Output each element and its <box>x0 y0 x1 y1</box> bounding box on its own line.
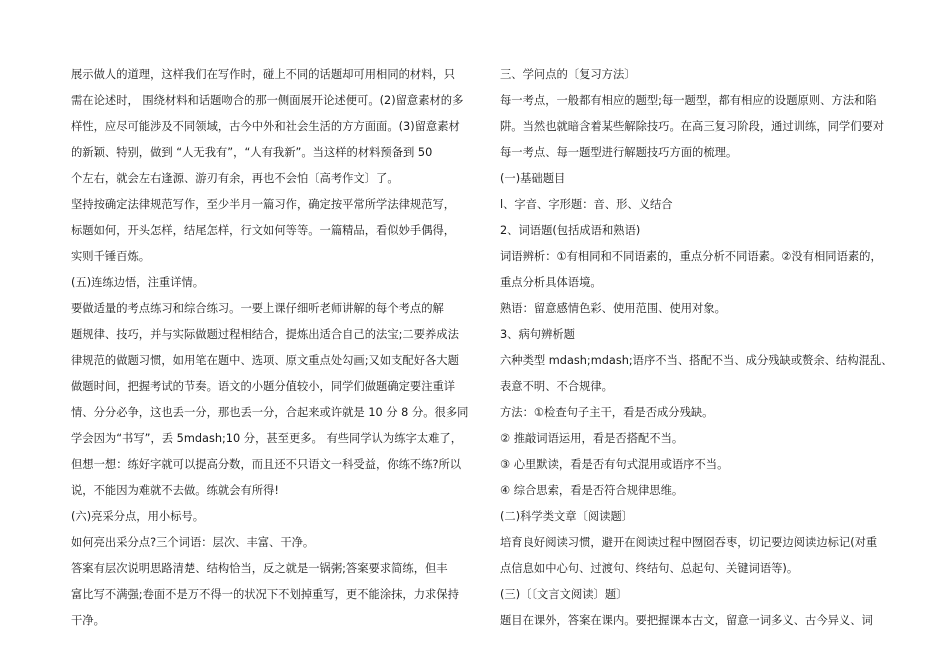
text-line: 干净。 <box>71 614 105 627</box>
text-line: (三)〔〔文言文阅读〕题〕 <box>500 588 628 601</box>
text-line: 每一考点，一般都有相应的题型;每一题型，都有相应的设题原则、方法和陷 <box>500 94 877 107</box>
text-line: 情、分分必争，这也丢一分，那也丢一分，合起来或许就是 10 分 8 分。很多同 <box>71 406 469 419</box>
text-line: 的新颖、特别，做到 “人无我有”，“人有我新”。当这样的材料预备到 50 <box>71 146 433 159</box>
text-line: 如何亮出采分点?三个词语：层次、丰富、干净。 <box>71 536 315 549</box>
text-line: 个左右，就会左右逢源、游刃有余，再也不会怕〔高考作文〕了。 <box>71 172 399 185</box>
text-line: (二)科学类文章〔阅读题〕 <box>500 510 634 523</box>
text-line: 富比写不满强;卷面不是万不得一的状况下不划掉重写，更不能涂抹，力求保持 <box>71 588 459 601</box>
text-line: 要做适量的考点练习和综合练习。一要上课仔细听老师讲解的每个考点的解 <box>71 302 444 315</box>
text-line: ③ 心里默读，看是否有句式混用或语序不当。 <box>500 458 729 471</box>
text-line: 学会因为“书写”，丢 5mdash;10 分，甚至更多。 有些同学认为练字太难了， <box>71 432 463 445</box>
text-line: 做题时间，把握考试的节奏。语文的小题分值较小，同学们做题确定要注重详 <box>71 380 456 393</box>
text-line: ② 推敲词语运用，看是否搭配不当。 <box>500 432 684 445</box>
text-line: 说，不能因为难就不去做。练就会有所得! <box>71 484 279 497</box>
text-line: 每一考点、每一题型进行解题技巧方面的梳理。 <box>500 146 738 159</box>
text-line: 词语辨析：①有相同和不同语素的，重点分析不同语素。②没有相同语素的， <box>500 250 882 263</box>
text-line: 培育良好阅读习惯，避开在阅读过程中囫囵吞枣，切记要边阅读边标记(对重 <box>500 536 878 549</box>
text-line: 展示做人的道理，这样我们在写作时，碰上不同的话题却可用相同的材料，只 <box>71 68 456 81</box>
text-line: 律规范的做题习惯，如用笔在题中、选项、原文重点处勾画;又如支配好各大题 <box>71 354 459 367</box>
text-line: 2、词语题(包括成语和熟语) <box>500 224 641 237</box>
text-line: 样性，应尽可能涉及不同领域，古今中外和社会生活的方方面面。(3)留意素材 <box>71 120 460 133</box>
text-line: 3、病句辨析题 <box>500 328 575 341</box>
text-line: 答案有层次说明思路清楚、结构恰当，反之就是一锅粥;答案要求简练，但丰 <box>71 562 448 575</box>
text-line: 坚持按确定法律规范写作，至少半月一篇习作，确定按平常所学法律规范写， <box>71 198 456 211</box>
text-line: 表意不明、不合规律。 <box>500 380 613 393</box>
text-line: 重点分析具体语境。 <box>500 276 602 289</box>
text-line: l、字音、字形题：音、形、义结合 <box>500 198 673 211</box>
text-line: 方法：①检查句子主干，看是否成分残缺。 <box>500 406 714 419</box>
right-text-column <box>500 62 893 634</box>
text-line: (六)亮采分点，用小标号。 <box>71 510 205 523</box>
text-line: 但想一想：练好字就可以提高分数，而且还不只语文一科受益，你练不练?所以 <box>71 458 462 471</box>
text-line: (一)基础题目 <box>500 172 566 185</box>
text-line: 六种类型 mdash;mdash;语序不当、搭配不当、成分残缺或赘余、结构混乱、 <box>500 354 893 367</box>
text-line: 熟语：留意感情色彩、使用范围、使用对象。 <box>500 302 726 315</box>
text-line: 实则千锤百炼。 <box>71 250 151 263</box>
text-line: (五)连练边悟，注重详情。 <box>71 276 205 289</box>
text-line: ④ 综合思索，看是否符合规律思维。 <box>500 484 684 497</box>
text-line: 题目在课外，答案在课内。要把握课本古文，留意一词多义、古今异义、词 <box>500 614 873 627</box>
text-line: 点信息如中心句、过渡句、终结句、总起句、关键词语等)。 <box>500 562 799 575</box>
text-line: 标题如何，开头怎样，结尾怎样，行文如何等等。一篇精品，看似妙手偶得， <box>71 224 456 237</box>
left-text-column <box>71 62 469 634</box>
text-line: 三、学问点的〔复习方法〕 <box>500 68 636 81</box>
text-line: 需在论述时， 围绕材料和话题吻合的那一侧面展开论述便可。(2)留意素材的多 <box>71 94 464 107</box>
text-line: 阱。当然也就暗含着某些解除技巧。在高三复习阶段，通过训练，同学们要对 <box>500 120 885 133</box>
text-line: 题规律、技巧，并与实际做题过程相结合，提炼出适合自己的法宝;二要养成法 <box>71 328 459 341</box>
